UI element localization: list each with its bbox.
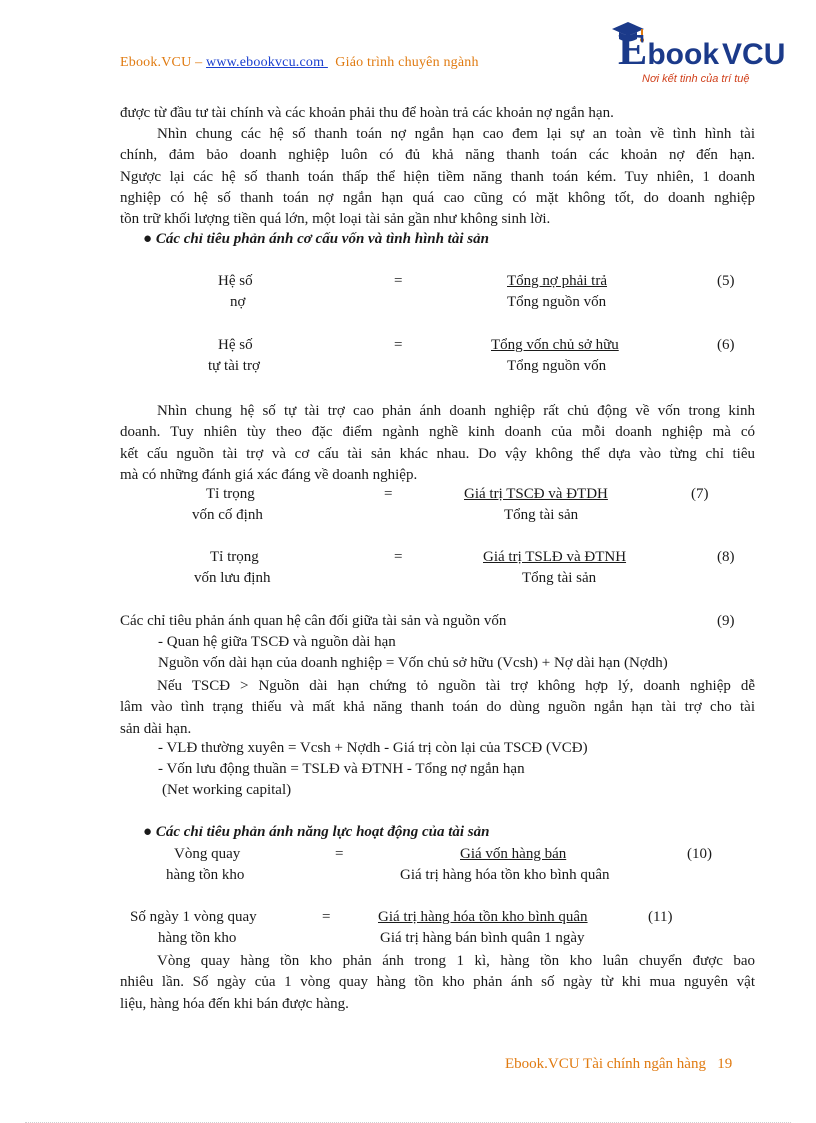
block-paragraph xyxy=(120,676,755,740)
logo-vcu-text: VCU xyxy=(722,38,786,71)
formula-name-line1: Vòng quay xyxy=(174,846,241,862)
equals-sign: = xyxy=(394,337,403,353)
equals-sign: = xyxy=(384,486,393,502)
formula-numerator: Giá trị TSCĐ và ĐTDH xyxy=(464,486,608,502)
paragraph-line: mà có những đánh giá xác đáng về doanh nghiệp. xyxy=(120,466,418,483)
formula-name-line1: Hệ số xyxy=(218,337,253,353)
logo-tagline: Nơi kết tinh của trí tuệ xyxy=(642,73,750,85)
formula-index: (10) xyxy=(687,846,712,862)
paragraph-line: nhiêu lần. Số ngày của 1 vòng quay hàng tồn kho phản ánh số ngày từ khi mua nguyên vật xyxy=(120,974,755,991)
paragraph-line: Vòng quay hàng tồn kho phản ánh trong 1 kì, hàng tồn kho luân chuyển được bao xyxy=(157,953,755,969)
formula-numerator: Giá trị hàng hóa tồn kho bình quân xyxy=(378,909,588,925)
paragraph-line: liệu, hàng hóa đến khi bán được hàng. xyxy=(120,995,349,1012)
paragraph-line: sản dài hạn. xyxy=(120,720,192,737)
equals-sign: = xyxy=(335,846,344,862)
header-separator: – xyxy=(191,55,207,70)
equals-sign: = xyxy=(322,909,331,925)
paragraph-2 xyxy=(120,124,755,230)
equals-sign: = xyxy=(394,549,403,565)
section-heading-capital-structure xyxy=(143,231,489,248)
formula-index: (6) xyxy=(717,337,735,353)
paragraph-line: Ngược lại các hệ số thanh toán thấp thể hiện tiềm năng thanh toán kém. Tuy nhiên, 1 doanh xyxy=(120,168,755,185)
formula-name-line1: Tỉ trọng xyxy=(206,486,255,502)
formula-denominator: Giá trị hàng hóa tồn kho bình quân xyxy=(400,867,610,883)
logo-wordmark xyxy=(618,24,785,75)
page-header xyxy=(120,55,479,71)
formula-index: (8) xyxy=(717,549,735,565)
formula-name-line1: Số ngày 1 vòng quay xyxy=(130,909,257,925)
formula-denominator: Tổng nguồn vốn xyxy=(507,294,607,310)
paragraph-line: doanh. Tuy nhiên tùy theo đặc điểm ngành nghề kinh doanh của mỗi doanh nghiệp mà có xyxy=(120,424,755,441)
formula-denominator: Giá trị hàng bán bình quân 1 ngày xyxy=(380,930,585,946)
block-line: Nguồn vốn dài hạn của doanh nghiệp = Vốn chủ sở hữu (Vcsh) + Nợ dài hạn (Nợdh) xyxy=(158,655,668,671)
formula-denominator: Tổng tài sản xyxy=(522,570,597,586)
paragraph-1 xyxy=(120,103,755,124)
paragraph-line: chính, đảm bảo doanh nghiệp luôn có đủ khả năng thanh toán các khoản nợ đến hạn. xyxy=(120,147,755,164)
paragraph-3 xyxy=(120,401,755,486)
formula-denominator: Tổng nguồn vốn xyxy=(507,358,607,374)
paragraph-line: tồn trữ khối lượng tiền quá lớn, một loại tài sản gần như không sinh lời. xyxy=(120,211,551,228)
formula-name-line2: hàng tồn kho xyxy=(158,930,237,946)
section-heading-asset-activity xyxy=(143,824,489,841)
paragraph-line: lâm vào tình trạng thiếu và mất khả năng thanh toán do dùng nguồn ngắn hạn tài trợ cho tài xyxy=(120,699,755,716)
section-title: Các chỉ tiêu phản ánh năng lực hoạt động của tài sản xyxy=(155,824,490,840)
formula-numerator: Tổng vốn chủ sở hữu xyxy=(491,337,619,353)
ebookvcu-logo xyxy=(600,18,786,98)
paragraph-line: nghiệp có hệ số thanh toán nợ ngắn hạn quá cao cũng có mặt không tốt, do doanh nghiệp xyxy=(120,189,755,206)
block-line: - Vốn lưu động thuần = TSLĐ và ĐTNH - Tổng nợ ngắn hạn xyxy=(158,761,525,777)
paragraph-line: Nhìn chung hệ số tự tài trợ cao phản ánh doanh nghiệp rất chủ động về vốn trong kinh xyxy=(157,403,755,419)
logo-e-letter: E xyxy=(618,25,648,74)
equals-sign: = xyxy=(394,273,403,289)
paragraph-4 xyxy=(120,951,755,1015)
bullet-icon: ● xyxy=(143,231,153,247)
block-line: (Net working capital) xyxy=(162,782,292,798)
formula-numerator: Giá trị TSLĐ và ĐTNH xyxy=(483,549,627,565)
header-brand: Ebook.VCU xyxy=(120,55,192,70)
block-heading: Các chỉ tiêu phản ánh quan hệ cân đối giữa tài sản và nguồn vốn xyxy=(120,613,507,629)
formula-name-line2: hàng tồn kho xyxy=(166,867,245,883)
page-number: 19 xyxy=(717,1056,733,1072)
block-line: - Quan hệ giữa TSCĐ và nguồn dài hạn xyxy=(158,634,396,650)
formula-index: (9) xyxy=(717,613,735,629)
formula-name-line2: vốn lưu định xyxy=(194,570,271,586)
bullet-icon: ● xyxy=(143,824,153,840)
paragraph-line: được từ đầu tư tài chính và các khoản phải thu để hoàn trả các khoản nợ ngắn hạn. xyxy=(120,105,614,121)
formula-name-line2: vốn cố định xyxy=(192,507,263,523)
section-title: Các chỉ tiêu phản ánh cơ cấu vốn và tình hình tài sản xyxy=(155,231,489,247)
formula-index: (11) xyxy=(648,909,673,925)
formula-name-line1: Tỉ trọng xyxy=(210,549,259,565)
formula-index: (7) xyxy=(691,486,709,502)
footer-text: Ebook.VCU Tài chính ngân hàng xyxy=(505,1056,706,1072)
formula-numerator: Tổng nợ phải trả xyxy=(507,273,607,289)
header-url-link[interactable]: www.ebookvcu.com xyxy=(206,55,328,70)
formula-name-line2: nợ xyxy=(230,294,246,310)
formula-name-line2: tự tài trợ xyxy=(208,358,260,374)
formula-numerator: Giá vốn hàng bán xyxy=(460,846,567,862)
logo-book-text: book xyxy=(647,38,720,71)
paragraph-line: kết cấu nguồn tài trợ và cơ cấu tài sản khác nhau. Do vậy không thể dựa vào từng chỉ tiêu xyxy=(120,445,755,462)
paragraph-line: Nếu TSCĐ > Nguồn dài hạn chứng tỏ nguồn tài trợ không hợp lý, doanh nghiệp dễ xyxy=(157,678,755,694)
formula-index: (5) xyxy=(717,273,735,289)
formula-denominator: Tổng tài sản xyxy=(504,507,579,523)
formula-name-line1: Hệ số xyxy=(218,273,253,289)
header-subtitle: Giáo trình chuyên ngành xyxy=(335,55,479,70)
paragraph-line: Nhìn chung các hệ số thanh toán nợ ngắn hạn cao đem lại sự an toàn về tình hình tài xyxy=(157,126,755,142)
block-line: - VLĐ thường xuyên = Vcsh + Nợdh - Giá trị còn lại của TSCĐ (VCĐ) xyxy=(158,740,588,756)
page-footer xyxy=(505,1056,732,1073)
